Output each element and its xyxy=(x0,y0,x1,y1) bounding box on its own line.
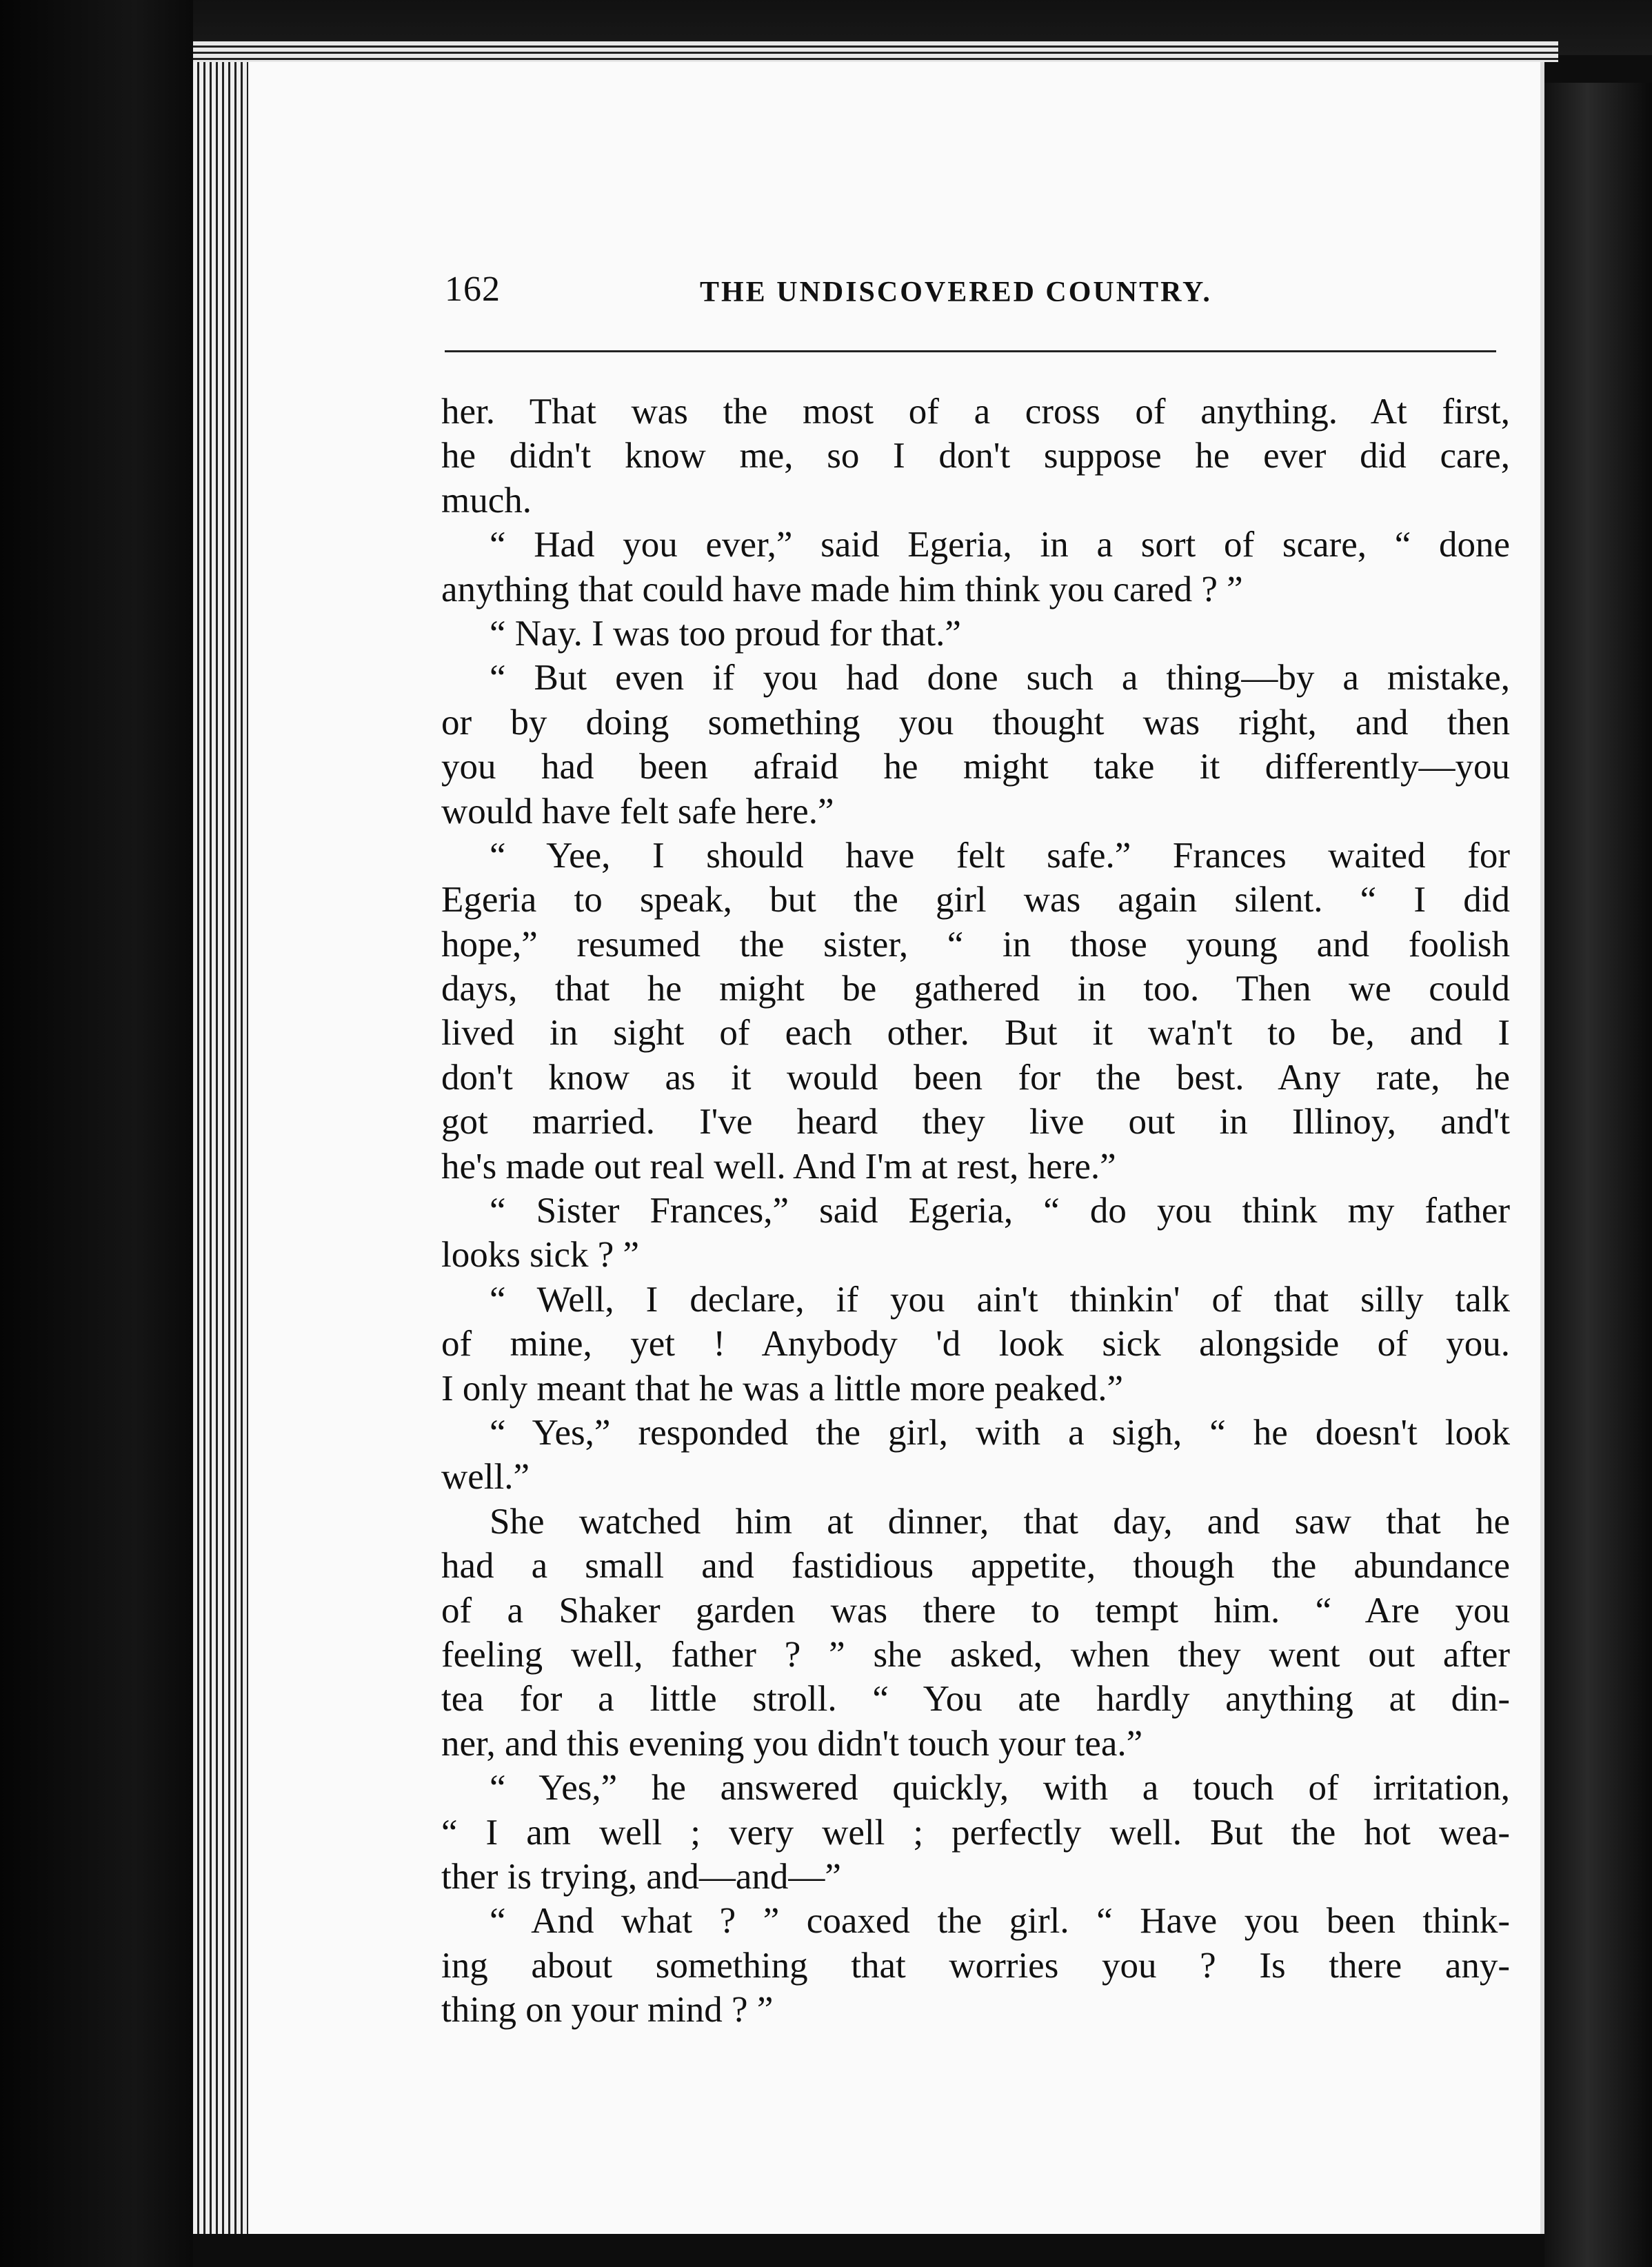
text-line: you had been afraid he might take it differently—you xyxy=(441,747,1510,787)
text-line: much. xyxy=(441,480,532,521)
text-line: ing about something that worries you ? Is there any- xyxy=(441,1945,1510,1986)
text-line: “ Sister Frances,” said Egeria, “ do you think my father xyxy=(490,1191,1510,1231)
text-line: ner, and this evening you didn't touch your tea.” xyxy=(441,1723,1143,1764)
text-line: of a Shaker garden was there to tempt him. “ Are you xyxy=(441,1590,1510,1631)
text-line: would have felt safe here.” xyxy=(441,791,834,832)
text-line: She watched him at dinner, that day, and saw that he xyxy=(490,1501,1510,1542)
text-line: hope,” resumed the sister, “ in those young and foolish xyxy=(441,924,1510,965)
text-line: well.” xyxy=(441,1457,530,1498)
text-line: “ And what ? ” coaxed the girl. “ Have you been think- xyxy=(490,1901,1510,1942)
page-number: 162 xyxy=(445,270,501,309)
text-line: I only meant that he was a little more peaked.” xyxy=(441,1368,1123,1409)
text-line: or by doing something you thought was right, and then xyxy=(441,702,1510,743)
text-line: ther is trying, and—and—” xyxy=(441,1856,841,1897)
text-line: days, that he might be gathered in too. Then we could xyxy=(441,969,1510,1009)
text-line: he's made out real well. And I'm at rest, here.” xyxy=(441,1146,1116,1187)
text-line: “ Nay. I was too proud for that.” xyxy=(490,613,961,654)
text-line: “ Well, I declare, if you ain't thinkin' of that silly talk xyxy=(490,1279,1510,1320)
text-line: “ Yes,” responded the girl, with a sigh, “ he doesn't look xyxy=(490,1412,1510,1453)
header-rule xyxy=(445,350,1496,352)
book-cover-edge-right xyxy=(1544,83,1652,2267)
body-text xyxy=(441,390,1510,2032)
page-stack-edge xyxy=(193,41,248,2234)
text-line: “ But even if you had done such a thing—by a mistake, xyxy=(490,658,1510,698)
text-line: “ Yee, I should have felt safe.” Frances waited for xyxy=(490,835,1510,876)
running-title: THE UNDISCOVERED COUNTRY. xyxy=(700,276,1212,308)
text-line: lived in sight of each other. But it wa'n't to be, and I xyxy=(441,1013,1510,1054)
text-line: feeling well, father ? ” she asked, when they went out after xyxy=(441,1634,1510,1675)
text-line: Egeria to speak, but the girl was again silent. “ I did xyxy=(441,880,1510,920)
text-line: don't know as it would been for the best. Any rate, he xyxy=(441,1057,1510,1098)
text-line: “ Yes,” he answered quickly, with a touch of irritation, xyxy=(490,1768,1510,1808)
running-head xyxy=(445,269,1272,331)
text-line: thing on your mind ? ” xyxy=(441,1990,774,2031)
text-line: tea for a little stroll. “ You ate hardly anything at din- xyxy=(441,1679,1510,1720)
text-line: “ I am well ; very well ; perfectly well. But the hot wea- xyxy=(441,1812,1510,1853)
text-line: of mine, yet ! Anybody 'd look sick alongside of you. xyxy=(441,1324,1510,1364)
text-line: anything that could have made him think you cared ? ” xyxy=(441,569,1243,609)
text-line: he didn't know me, so I don't suppose he ever did care, xyxy=(441,436,1510,476)
page-stack-top-edge xyxy=(193,41,1558,62)
text-line: got married. I've heard they live out in Illinoy, and't xyxy=(441,1102,1510,1142)
text-line: looks sick ? ” xyxy=(441,1235,640,1276)
book-spine-left xyxy=(0,0,193,2267)
text-line: “ Had you ever,” said Egeria, in a sort of scare, “ done xyxy=(490,525,1510,565)
text-line: her. That was the most of a cross of anything. At first, xyxy=(441,392,1510,432)
text-line: had a small and fastidious appetite, though the abundance xyxy=(441,1546,1510,1586)
